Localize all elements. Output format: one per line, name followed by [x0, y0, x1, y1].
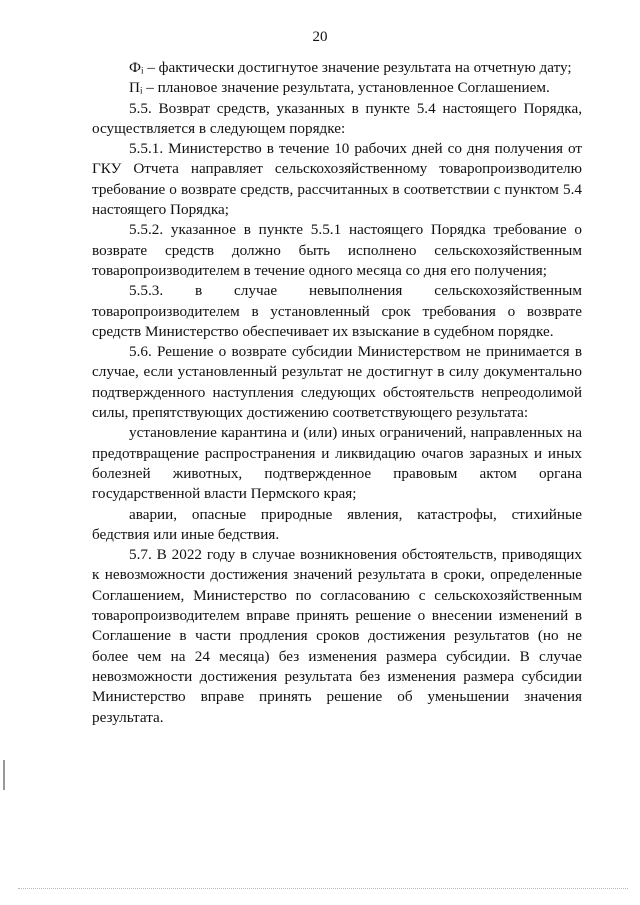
- clause-5-6-item-quarantine: установление карантина и (или) иных ограничений, направленных на предотвращение распространения и ликвидацию очагов заразных и иных болезней животных, подтвержденное правовым актом органа государственной власти Пермского края;: [92, 424, 582, 503]
- clause-5-5-1: 5.5.1. Министерство в течение 10 рабочих дней со дня получения от ГКУ Отчета направляет сельскохозяйственному товаропроизводителю требование о возврате средств, рассчитанных в соответствии с пунктом 5.4 настоящего Порядка;: [92, 140, 582, 219]
- document-body: [92, 58, 582, 728]
- scan-border-line: [18, 888, 628, 890]
- scan-edge-mark: [3, 760, 5, 790]
- clause-5-5-3: 5.5.3. в случае невыполнения сельскохозяйственным товаропроизводителем в установленный срок требования о возврате средств Министерство обеспечивает их взыскание в судебном порядке.: [92, 282, 582, 340]
- clause-5-6-item-disasters: аварии, опасные природные явления, катастрофы, стихийные бедствия или иные бедствия.: [92, 505, 582, 543]
- clause-5-7: 5.7. В 2022 году в случае возникновения обстоятельств, приводящих к невозможности достижения значений результата в сроки, определенные Соглашением, Министерство по согласованию с сельскохозяйственным товаропроизводителем вправе принять решение о внесении изменений в Соглашение в части продления сроков достижения результатов (но не более чем на 24 месяца) без изменения размера субсидии. В случае невозможности достижения результата без изменения размера субсидии Министерство вправе принять решение об уменьшении значения результата.: [92, 546, 582, 726]
- definition-fi: Фᵢ – фактически достигнутое значение результата на отчетную дату;: [129, 59, 572, 76]
- clause-5-6: 5.6. Решение о возврате субсидии Министерством не принимается в случае, если установленный результат не достигнут в силу документально подтвержденного наступления следующих обстоятельств непреодолимой силы, препятствующих достижению соответствующего результата:: [92, 343, 582, 422]
- page-number: 20: [312, 29, 328, 45]
- definition-pi: Пᵢ – плановое значение результата, установленное Соглашением.: [129, 79, 550, 97]
- clause-5-5-2: 5.5.2. указанное в пункте 5.5.1 настоящего Порядка требование о возврате средств должно быть исполнено сельскохозяйственным товаропроизводителем в течение одного месяца со дня его получения;: [92, 221, 582, 279]
- clause-5-5: 5.5. Возврат средств, указанных в пункте 5.4 настоящего Порядка, осуществляется в следующем порядке:: [92, 99, 582, 137]
